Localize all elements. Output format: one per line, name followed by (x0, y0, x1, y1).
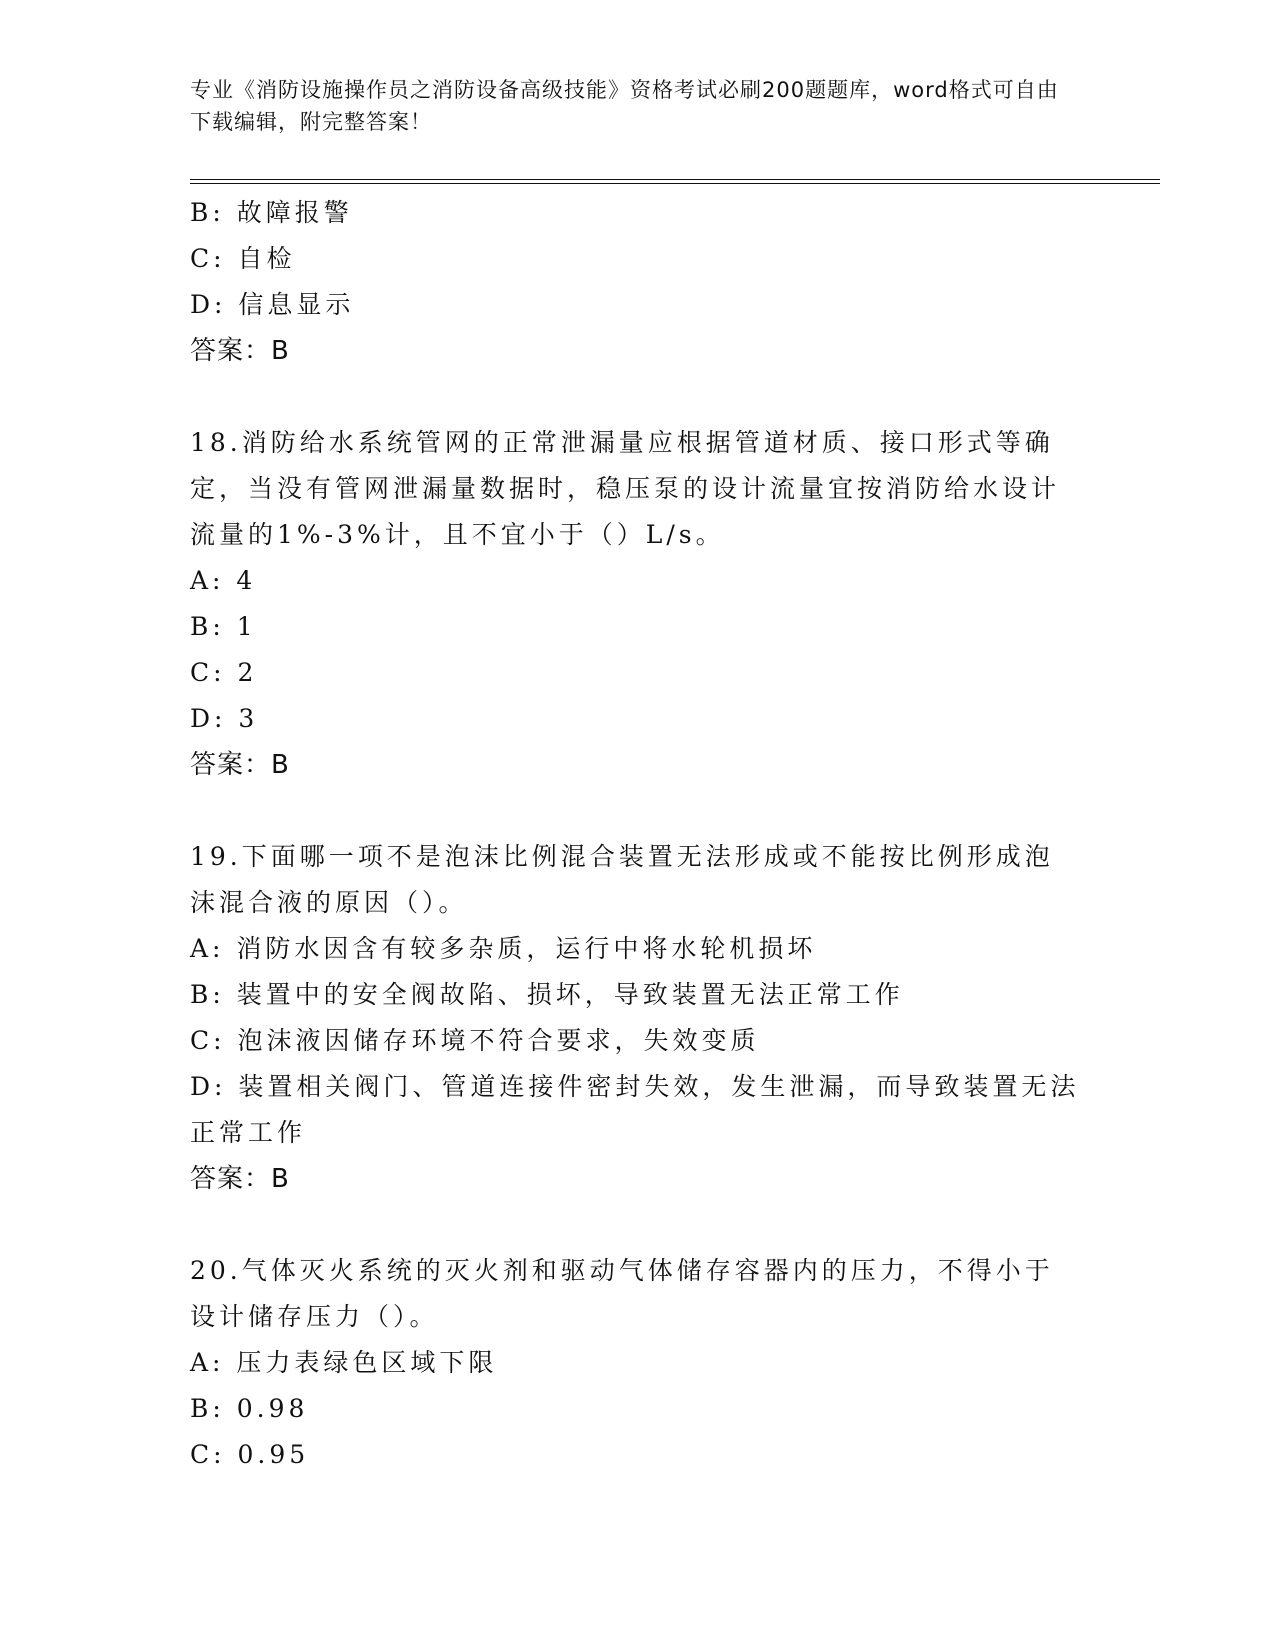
document-header: 专业《消防设施操作员之消防设备高级技能》资格考试必刷200题题库，word格式可自由下载编辑，附完整答案！ (190, 78, 1059, 134)
option-c: C: 2 (190, 658, 258, 687)
option-d: D: 信息显示 (190, 290, 355, 319)
spacer (190, 1202, 1080, 1248)
question-stem: 19.下面哪一项不是泡沫比例混合装置无法形成或不能按比例形成泡沫混合液的原因（）。 (190, 842, 1054, 917)
question-20 (190, 1248, 1080, 1478)
document-body (190, 190, 1080, 1478)
option-b: B: 故障报警 (190, 198, 353, 227)
option-d: D: 装置相关阀门、管道连接件密封失效，发生泄漏，而导致装置无法正常工作 (190, 1072, 1080, 1147)
question-stem: 18.消防给水系统管网的正常泄漏量应根据管道材质、接口形式等确定，当没有管网泄漏量数据时，稳压泵的设计流量宜按消防给水设计流量的1%-3%计，且不宜小于（）L/s。 (190, 428, 1061, 549)
spacer (190, 788, 1080, 834)
option-a: A: 4 (190, 566, 257, 595)
option-c: C: 泡沫液因储存环境不符合要求，失效变质 (190, 1026, 760, 1055)
option-a: A: 消防水因含有较多杂质，运行中将水轮机损坏 (190, 934, 817, 963)
header-divider-bottom (190, 183, 1160, 184)
option-b: B: 0.98 (190, 1394, 309, 1423)
option-c: C: 自检 (190, 244, 296, 273)
question-19 (190, 834, 1080, 1202)
option-b: B: 1 (190, 612, 257, 641)
header-divider-top (190, 179, 1160, 180)
option-d: D: 3 (190, 704, 259, 733)
option-b: B: 装置中的安全阀故陷、损坏，导致装置无法正常工作 (190, 980, 904, 1009)
answer-line: 答案：B (190, 336, 290, 366)
option-c: C: 0.95 (190, 1440, 310, 1469)
option-a: A: 压力表绿色区域下限 (190, 1348, 498, 1377)
spacer (190, 374, 1080, 420)
question-18 (190, 420, 1080, 788)
answer-line: 答案：B (190, 1164, 290, 1194)
previous-question-tail (190, 190, 1080, 374)
question-stem: 20.气体灭火系统的灭火剂和驱动气体储存容器内的压力，不得小于设计储存压力（）。 (190, 1256, 1054, 1331)
answer-line: 答案：B (190, 750, 290, 780)
